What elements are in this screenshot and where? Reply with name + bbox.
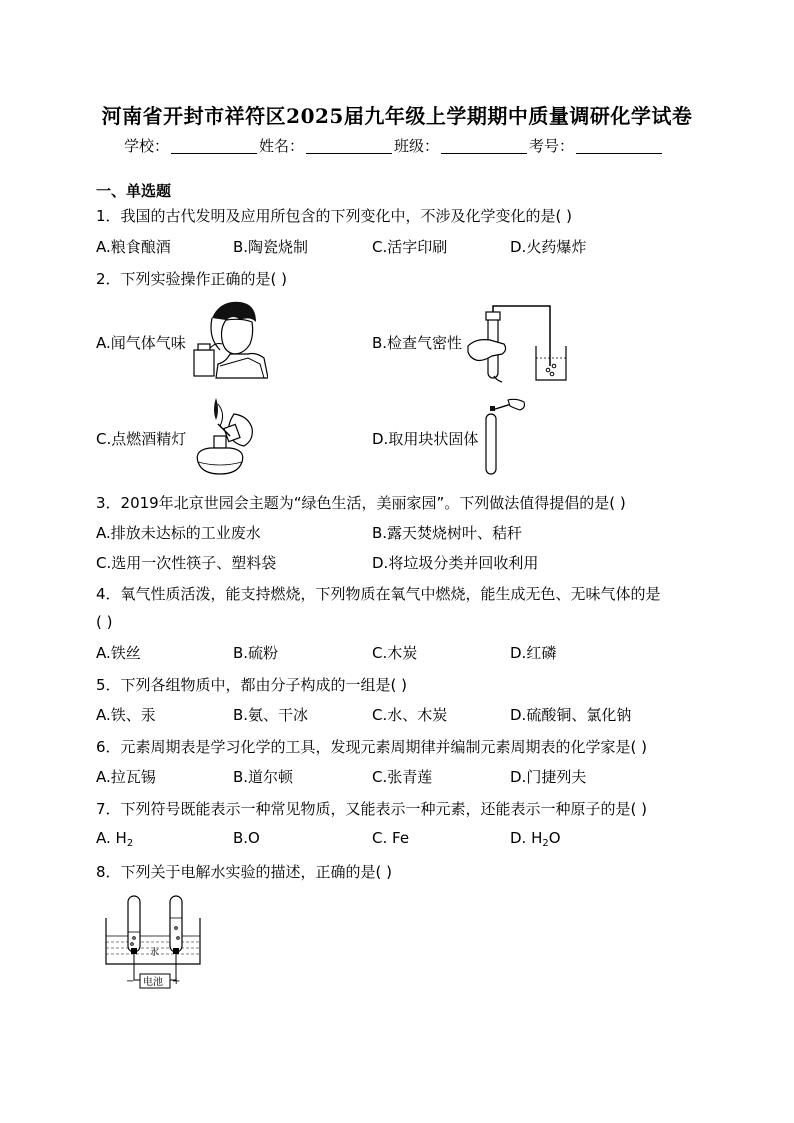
page-title: 河南省开封市祥符区2025届九年级上学期期中质量调研化学试卷 <box>101 104 693 128</box>
battery-label: 电池 <box>143 977 163 988</box>
q7-option-d-text: D. H <box>510 829 543 847</box>
q5-option-c[interactable]: C.水、木炭 <box>372 706 448 724</box>
question-8-stem: 8．下列关于电解水实验的描述，正确的是( ) <box>96 863 393 881</box>
name-label: 姓名： <box>259 137 305 155</box>
q6-option-a[interactable]: A.拉瓦锡 <box>96 768 156 786</box>
q5-option-d[interactable]: D.硫酸铜、氯化钠 <box>510 706 632 724</box>
q1-option-b[interactable]: B.陶瓷烧制 <box>233 238 309 256</box>
water-label: 水 <box>150 948 160 958</box>
q4-option-a[interactable]: A.铁丝 <box>96 644 141 662</box>
alcohol-lamp-illustration <box>190 396 270 480</box>
student-info-row <box>124 135 664 156</box>
q7-option-d-sub: 2 <box>542 838 549 849</box>
q6-option-b[interactable]: B.道尔顿 <box>233 768 294 786</box>
name-field[interactable] <box>306 137 392 154</box>
q1-option-a[interactable]: A.粮食酿酒 <box>96 238 171 256</box>
q4-option-d[interactable]: D.红磷 <box>510 644 557 662</box>
q3-option-d[interactable]: D.将垃圾分类并回收利用 <box>372 554 539 572</box>
q7-option-d[interactable] <box>510 829 561 849</box>
electrolysis-apparatus-illustration <box>100 892 206 996</box>
q2-option-d[interactable]: D.取用块状固体 <box>372 430 479 448</box>
q3-option-b[interactable]: B.露天焚烧树叶、秸秆 <box>372 524 523 542</box>
number-field[interactable] <box>576 137 662 154</box>
q3-option-c[interactable]: C.选用一次性筷子、塑料袋 <box>96 554 277 572</box>
q5-option-b[interactable]: B.氨、干冰 <box>233 706 309 724</box>
q2-option-b[interactable]: B.检查气密性 <box>372 334 463 352</box>
question-4-stem-continued: ( ) <box>96 613 113 631</box>
question-3-stem: 3．2019年北京世园会主题为“绿色生活，美丽家园”。下列做法值得提倡的是( ) <box>96 494 626 512</box>
smell-gas-illustration <box>190 298 268 380</box>
question-7-stem: 7．下列符号既能表示一种常见物质，又能表示一种元素，还能表示一种原子的是( ) <box>96 800 648 818</box>
question-5-stem: 5．下列各组物质中，都由分子构成的一组是( ) <box>96 676 408 694</box>
class-field[interactable] <box>441 137 527 154</box>
q1-option-c[interactable]: C.活字印刷 <box>372 238 448 256</box>
q7-option-a[interactable] <box>96 829 133 849</box>
question-6-stem: 6．元素周期表是学习化学的工具，发现元素周期律并编制元素周期表的化学家是( ) <box>96 738 648 756</box>
q7-option-a-text: A. H <box>96 829 127 847</box>
class-label: 班级： <box>394 137 440 155</box>
q7-option-a-sub: 2 <box>126 838 134 849</box>
q1-option-d[interactable]: D.火药爆炸 <box>510 238 587 256</box>
q2-option-c[interactable]: C.点燃酒精灯 <box>96 430 187 448</box>
negative-terminal-label: − <box>126 976 135 987</box>
q4-option-c[interactable]: C.木炭 <box>372 644 418 662</box>
q6-option-c[interactable]: C.张青莲 <box>372 768 433 786</box>
question-4-stem: 4．氧气性质活泼，能支持燃烧，下列物质在氧气中燃烧，能生成无色、无味气体的是 <box>96 585 661 603</box>
question-2-stem: 2．下列实验操作正确的是( ) <box>96 270 288 288</box>
question-1-stem: 1．我国的古代发明及应用所包含的下列变化中，不涉及化学变化的是( ) <box>96 207 573 225</box>
q7-option-c[interactable]: C. Fe <box>372 829 410 847</box>
q3-option-a[interactable]: A.排放未达标的工业废水 <box>96 524 261 542</box>
section-heading: 一、单选题 <box>96 182 172 200</box>
q5-option-a[interactable]: A.铁、汞 <box>96 706 156 724</box>
q7-option-d-tail: O <box>548 829 561 847</box>
school-label: 学校： <box>124 137 170 155</box>
number-label: 考号： <box>529 137 575 155</box>
school-field[interactable] <box>171 137 257 154</box>
q4-option-b[interactable]: B.硫粉 <box>233 644 279 662</box>
block-solid-illustration <box>478 398 528 476</box>
q6-option-d[interactable]: D.门捷列夫 <box>510 768 587 786</box>
positive-terminal-label: + <box>172 976 181 987</box>
airtightness-check-illustration <box>462 304 572 384</box>
q2-option-a[interactable]: A.闻气体气味 <box>96 334 186 352</box>
q7-option-b[interactable]: B.O <box>233 829 260 847</box>
